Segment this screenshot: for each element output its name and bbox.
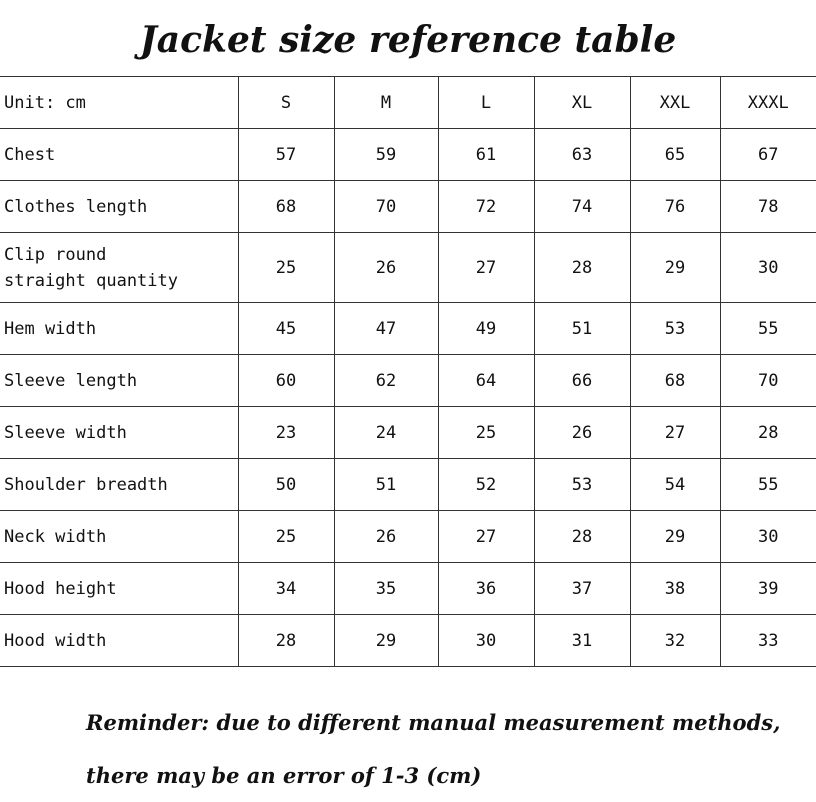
table-cell: 53 (534, 459, 630, 511)
table-cell: 23 (238, 407, 334, 459)
row-label: Sleeve length (0, 355, 238, 407)
table-cell: 59 (334, 129, 438, 181)
reminder-line-2: there may be an error of 1-3 (cm) (86, 763, 482, 788)
table-cell: 70 (334, 181, 438, 233)
table-cell: 39 (720, 563, 816, 615)
table-cell: 36 (438, 563, 534, 615)
table-cell: 55 (720, 459, 816, 511)
table-cell: 28 (238, 615, 334, 667)
size-header-l: L (438, 77, 534, 129)
row-label: Hood width (0, 615, 238, 667)
table-cell: 51 (334, 459, 438, 511)
table-cell: 49 (438, 303, 534, 355)
row-label: Chest (0, 129, 238, 181)
table-row (0, 615, 816, 667)
table-cell: 62 (334, 355, 438, 407)
table-cell: 25 (238, 511, 334, 563)
row-label: Neck width (0, 511, 238, 563)
table-cell: 30 (438, 615, 534, 667)
table-cell: 50 (238, 459, 334, 511)
size-header-xxl: XXL (630, 77, 720, 129)
table-cell: 25 (238, 233, 334, 303)
size-table (0, 76, 816, 667)
table-cell: 24 (334, 407, 438, 459)
table-cell: 27 (630, 407, 720, 459)
table-cell: 26 (334, 511, 438, 563)
table-row (0, 511, 816, 563)
table-cell: 27 (438, 233, 534, 303)
row-label: Clip round straight quantity (0, 233, 238, 303)
table-row (0, 407, 816, 459)
reminder-line-1: Reminder: due to different manual measurement methods, (86, 710, 781, 735)
table-cell: 33 (720, 615, 816, 667)
table-row (0, 563, 816, 615)
table-cell: 28 (534, 511, 630, 563)
table-row (0, 459, 816, 511)
table-cell: 67 (720, 129, 816, 181)
table-cell: 34 (238, 563, 334, 615)
row-label: Sleeve width (0, 407, 238, 459)
unit-label: Unit: cm (0, 77, 238, 129)
table-cell: 25 (438, 407, 534, 459)
table-cell: 60 (238, 355, 334, 407)
table-cell: 64 (438, 355, 534, 407)
row-label: Clothes length (0, 181, 238, 233)
table-cell: 55 (720, 303, 816, 355)
table-cell: 78 (720, 181, 816, 233)
row-label: Shoulder breadth (0, 459, 238, 511)
size-header-xxxl: XXXL (720, 77, 816, 129)
table-cell: 52 (438, 459, 534, 511)
table-cell: 37 (534, 563, 630, 615)
size-header-m: M (334, 77, 438, 129)
header-row (0, 77, 816, 129)
row-label: Hem width (0, 303, 238, 355)
size-header-s: S (238, 77, 334, 129)
table-cell: 32 (630, 615, 720, 667)
table-cell: 27 (438, 511, 534, 563)
table-cell: 29 (334, 615, 438, 667)
table-cell: 70 (720, 355, 816, 407)
table-cell: 26 (534, 407, 630, 459)
table-cell: 51 (534, 303, 630, 355)
table-cell: 30 (720, 233, 816, 303)
table-cell: 72 (438, 181, 534, 233)
table-cell: 30 (720, 511, 816, 563)
table-row (0, 233, 816, 303)
table-cell: 65 (630, 129, 720, 181)
table-cell: 74 (534, 181, 630, 233)
table-cell: 28 (720, 407, 816, 459)
table-row (0, 129, 816, 181)
table-cell: 45 (238, 303, 334, 355)
table-cell: 68 (238, 181, 334, 233)
table-cell: 26 (334, 233, 438, 303)
table-cell: 31 (534, 615, 630, 667)
table-cell: 29 (630, 511, 720, 563)
table-cell: 53 (630, 303, 720, 355)
table-cell: 63 (534, 129, 630, 181)
table-cell: 38 (630, 563, 720, 615)
table-cell: 61 (438, 129, 534, 181)
table-cell: 54 (630, 459, 720, 511)
table-cell: 66 (534, 355, 630, 407)
page-title: Jacket size reference table (139, 19, 677, 61)
table-cell: 57 (238, 129, 334, 181)
reminder-note (86, 696, 806, 802)
table-cell: 76 (630, 181, 720, 233)
row-label: Hood height (0, 563, 238, 615)
table-cell: 47 (334, 303, 438, 355)
table-row (0, 303, 816, 355)
table-cell: 68 (630, 355, 720, 407)
table-row (0, 355, 816, 407)
table-cell: 29 (630, 233, 720, 303)
table-row (0, 181, 816, 233)
table-cell: 28 (534, 233, 630, 303)
table-cell: 35 (334, 563, 438, 615)
size-header-xl: XL (534, 77, 630, 129)
